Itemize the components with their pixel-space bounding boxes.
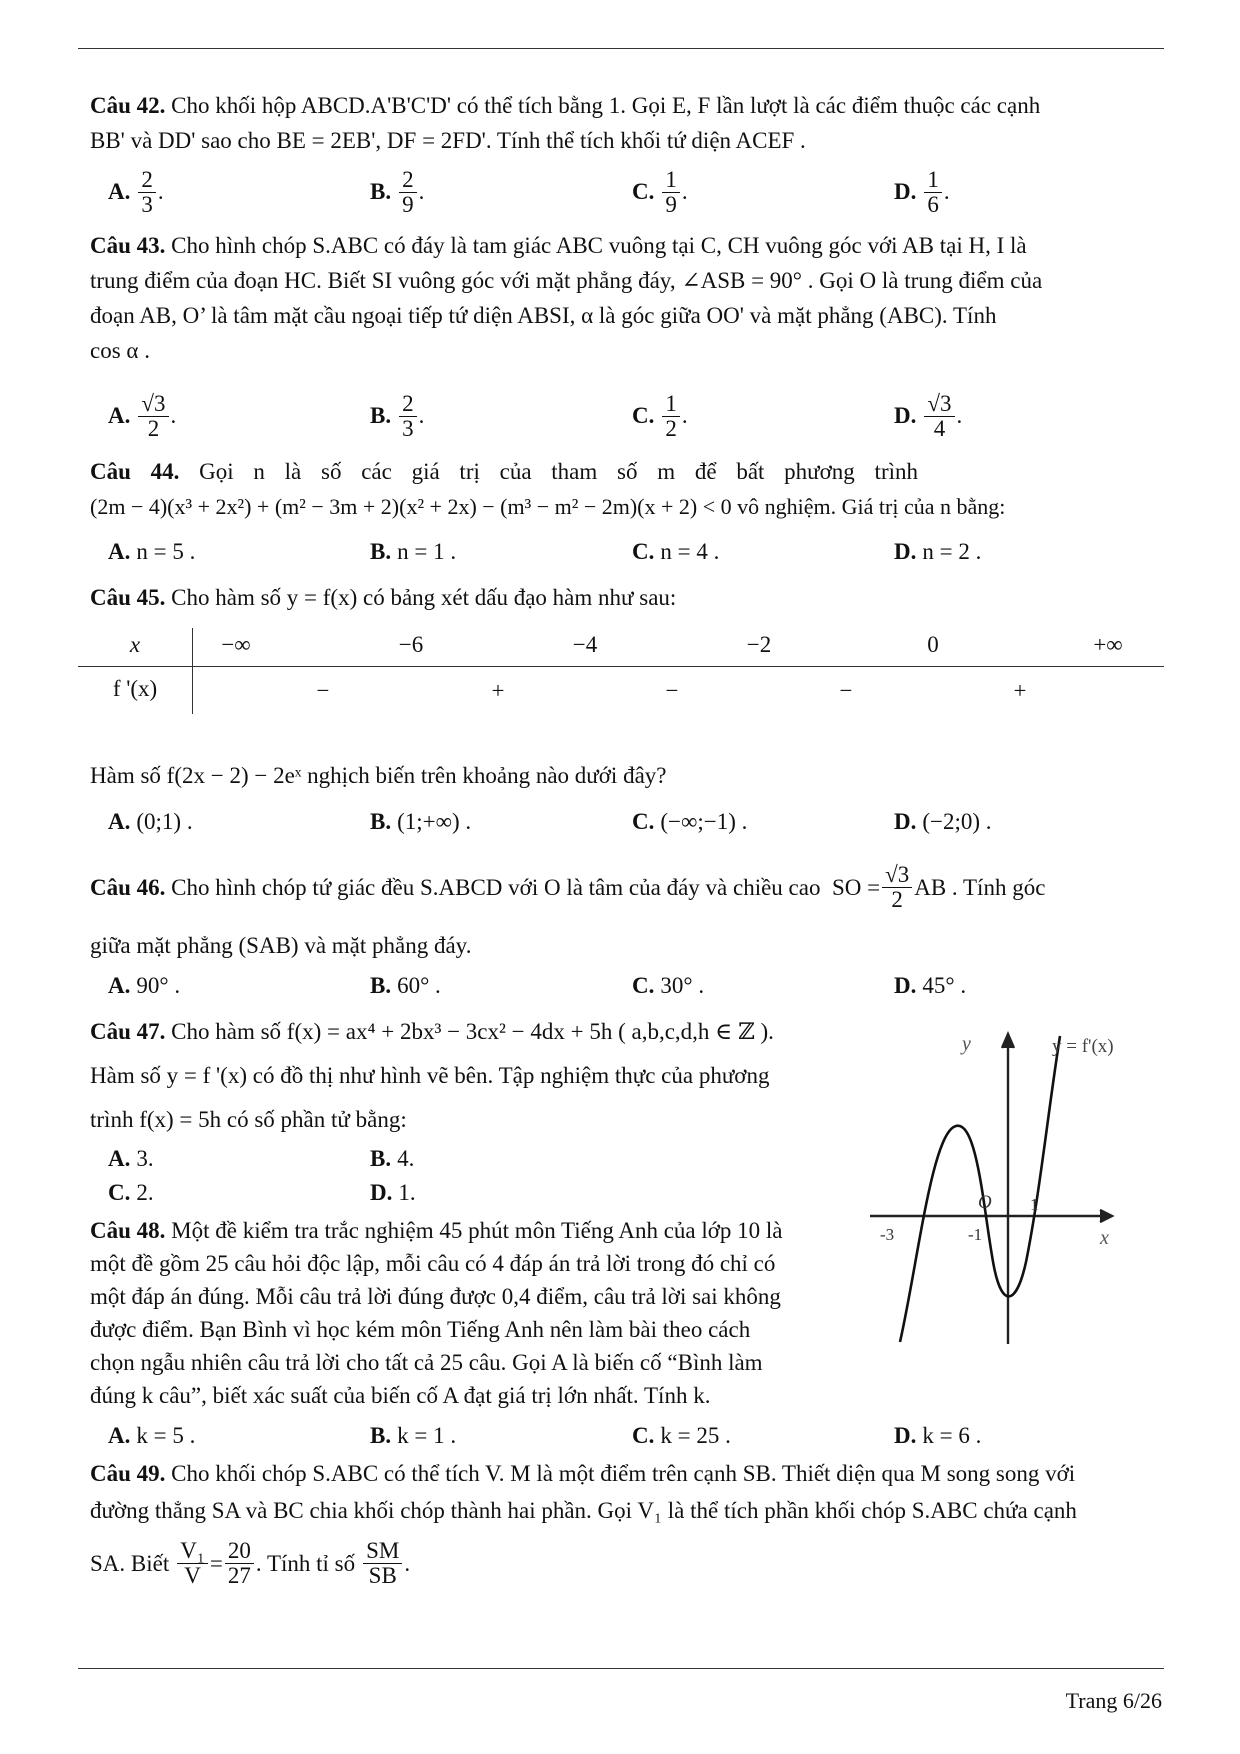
question-label: Câu 46. bbox=[90, 874, 166, 900]
question-45-prompt bbox=[90, 758, 1158, 793]
sign: − bbox=[665, 678, 679, 703]
question-text: một đáp án đúng. Mỗi câu trả lời đúng được 0,4 điểm, câu trả lời sai không bbox=[90, 1284, 781, 1309]
x-axis-label: x bbox=[1100, 1227, 1109, 1249]
question-text: trình f(x) = 5h có số phần tử bằng: bbox=[90, 1107, 407, 1132]
fraction: $\frac{1}{2}$ bbox=[662, 392, 680, 441]
option-b[interactable]: B. $\frac{2}{3}$ . bbox=[370, 390, 425, 441]
option-c[interactable]: C. n = 4 . bbox=[632, 539, 720, 564]
table-divider bbox=[192, 628, 193, 714]
option-d[interactable]: D. $\frac{1}{6}$ . bbox=[894, 166, 950, 217]
option-a[interactable]: A. n = 5 . bbox=[108, 539, 196, 564]
question-text: Một đề kiểm tra trắc nghiệm 45 phút môn Tiếng Anh của lớp 10 là bbox=[165, 1218, 783, 1243]
question-text: AB . Tính góc bbox=[914, 874, 1046, 900]
answer-options bbox=[108, 388, 1108, 444]
question-45 bbox=[90, 580, 1158, 615]
question-text: được điểm. Bạn Bình vì học kém môn Tiếng Anh nên làm bài theo cách bbox=[90, 1317, 751, 1342]
x-value: −6 bbox=[398, 632, 424, 657]
option-c[interactable]: C. k = 25 . bbox=[632, 1423, 731, 1448]
question-label: Câu 49. bbox=[90, 1461, 166, 1486]
option-d[interactable]: D. 1. bbox=[370, 1180, 416, 1205]
question-43 bbox=[90, 228, 1158, 368]
curve bbox=[900, 1036, 1060, 1342]
option-c[interactable]: C. (−∞;−1) . bbox=[632, 809, 748, 834]
bottom-rule bbox=[78, 1668, 1164, 1669]
question-text: một đề gồm 25 câu hỏi độc lập, mỗi câu có 4 đáp án trả lời trong đó chỉ có bbox=[90, 1251, 776, 1276]
option-d[interactable]: D. (−2;0) . bbox=[894, 809, 992, 834]
answer-options bbox=[108, 800, 1108, 844]
fraction: $\frac{√3}{2}$ bbox=[882, 863, 912, 912]
question-text: SA. Biết bbox=[90, 1550, 170, 1576]
question-text: chọn ngẫu nhiên câu trả lời cho tất cả 25 câu. Gọi A là biến cố “Bình làm bbox=[90, 1350, 763, 1375]
option-b[interactable]: B. k = 1 . bbox=[370, 1423, 457, 1448]
axes bbox=[870, 1034, 1112, 1344]
option-c[interactable]: C. 30° . bbox=[632, 973, 705, 998]
x-value: +∞ bbox=[1093, 632, 1123, 657]
option-c[interactable]: C. $\frac{1}{2}$ . bbox=[632, 390, 688, 441]
fraction: $\frac{2}{3}$ bbox=[138, 168, 156, 217]
question-text: giữa mặt phẳng (SAB) và mặt phẳng đáy. bbox=[90, 933, 472, 958]
option-b[interactable]: B. (1;+∞) . bbox=[370, 809, 472, 834]
fraction: $\frac{2}{9}$ bbox=[399, 168, 417, 217]
question-label: Câu 44. bbox=[90, 459, 180, 484]
fraction: $\frac{20}{27}$ bbox=[225, 1539, 254, 1588]
x-value: −2 bbox=[746, 632, 772, 657]
option-c[interactable]: C. $\frac{1}{9}$ . bbox=[632, 166, 688, 217]
fraction: $\frac{1}{9}$ bbox=[662, 168, 680, 217]
question-label: Câu 45. bbox=[90, 585, 166, 610]
top-rule bbox=[78, 48, 1164, 49]
fraction: $\frac{√3}{2}$ bbox=[138, 392, 168, 441]
fraction: $\frac{√3}{4}$ bbox=[924, 392, 954, 441]
option-a[interactable]: A. $\frac{2}{3}$ . bbox=[108, 166, 164, 217]
page-number: Trang 6/26 bbox=[1065, 1688, 1162, 1713]
tick-label: 1 bbox=[1030, 1195, 1039, 1214]
option-b[interactable]: B. 4. bbox=[370, 1146, 415, 1171]
derivative-graph bbox=[860, 1022, 1120, 1352]
question-text: đoạn AB, O’ là tâm mặt cầu ngoại tiếp tứ diện ABSI, α là góc giữa OO' và mặt phẳng (ABC). Tính bbox=[90, 303, 997, 328]
tick-label: -3 bbox=[880, 1225, 895, 1244]
sign-table bbox=[78, 628, 1164, 716]
question-text: Cho khối hộp ABCD.A'B'C'D' có thể tích bằng 1. Gọi E, F lần lượt là các điểm thuộc các cạnh bbox=[165, 93, 1041, 118]
question-text: Hàm số f(2x − 2) − 2eˣ nghịch biến trên khoảng nào dưới đây? bbox=[90, 763, 667, 788]
question-label: Câu 48. bbox=[90, 1218, 166, 1243]
question-label: Câu 47. bbox=[90, 1019, 166, 1044]
question-text: Gọi n là số các giá trị của tham số m để bất phương trình bbox=[179, 459, 918, 484]
question-44 bbox=[90, 454, 1158, 524]
answer-options bbox=[108, 964, 1108, 1008]
question-47 bbox=[90, 1010, 860, 1142]
sign: + bbox=[1013, 678, 1027, 703]
option-b[interactable]: B. n = 1 . bbox=[370, 539, 457, 564]
option-a[interactable]: A. (0;1) . bbox=[108, 809, 193, 834]
fraction: $\frac{1}{6}$ bbox=[924, 168, 942, 217]
fraction: $\frac{SM}{SB}$ bbox=[363, 1539, 402, 1588]
sign: − bbox=[316, 678, 330, 703]
question-label: Câu 42. bbox=[90, 93, 166, 118]
question-text: BB' và DD' sao cho BE = 2EB', DF = 2FD'. Tính thể tích khối tứ diện ACEF . bbox=[90, 128, 806, 153]
question-label: Câu 43. bbox=[90, 233, 166, 258]
table-divider bbox=[78, 666, 1164, 667]
question-text: Cho hình chóp S.ABC có đáy là tam giác ABC vuông tại C, CH vuông góc với AB tại H, I là bbox=[165, 233, 1027, 258]
option-b[interactable]: B. 60° . bbox=[370, 973, 441, 998]
option-d[interactable]: D. 45° . bbox=[894, 973, 967, 998]
option-a[interactable]: A. 3. bbox=[108, 1146, 154, 1171]
answer-options bbox=[108, 164, 1108, 220]
question-text: cos α . bbox=[90, 338, 150, 363]
sign: + bbox=[491, 678, 505, 703]
question-42 bbox=[90, 88, 1158, 158]
answer-options bbox=[108, 1416, 1108, 1456]
question-text: Cho hàm số y = f(x) có bảng xét dấu đạo hàm như sau: bbox=[165, 585, 677, 610]
answer-options bbox=[108, 1142, 708, 1212]
question-text: Cho hình chóp tứ giác đều S.ABCD với O là tâm của đáy và chiều cao SO = bbox=[165, 874, 881, 900]
answer-options bbox=[108, 530, 1108, 574]
fraction: $\frac{2}{3}$ bbox=[399, 392, 417, 441]
option-b[interactable]: B. $\frac{2}{9}$ . bbox=[370, 166, 425, 217]
curve-label: y = f'(x) bbox=[1052, 1036, 1114, 1057]
option-a[interactable]: A. $\frac{√3}{2}$ . bbox=[108, 390, 177, 441]
x-value: −4 bbox=[572, 632, 598, 657]
origin-label: O bbox=[978, 1192, 992, 1213]
question-text: trung điểm của đoạn HC. Biết SI vuông góc với mặt phẳng đáy, ∠ASB = 90° . Gọi O là trung điểm của bbox=[90, 268, 1043, 293]
question-text: đúng k câu”, biết xác suất của biến cố A đạt giá trị lớn nhất. Tính k. bbox=[90, 1383, 711, 1408]
question-49: Câu 49. Cho khối chóp S.ABC có thể tích V. M là một điểm trên cạnh SB. Thiết diện qua M song song với đường thẳng SA và BC chia khối chóp thành hai phần. Gọi V₁ là thể tích phần khối chóp S.ABC chứa cạnh SA. Biết $\frac{\text{V₁}}{V}$ = $\frac{20}{27}$ . Tính tỉ số $\frac{SM}{SB}$ . bbox=[90, 1456, 1158, 1594]
question-text: Cho khối chóp S.ABC có thể tích V. M là một điểm trên cạnh SB. Thiết diện qua M song song với bbox=[165, 1461, 1076, 1486]
table-row-label: x bbox=[129, 632, 141, 657]
option-a[interactable]: A. k = 5 . bbox=[108, 1423, 196, 1448]
option-d[interactable]: D. k = 6 . bbox=[894, 1423, 982, 1448]
question-text: (2m − 4)(x³ + 2x²) + (m² − 3m + 2)(x² + 2x) − (m³ − m² − 2m)(x + 2) < 0 vô nghiệm. Giá trị của n bằng: bbox=[90, 494, 1006, 519]
x-value: −∞ bbox=[221, 632, 251, 657]
table-row-label: f '(x) bbox=[112, 676, 158, 701]
question-48 bbox=[90, 1214, 860, 1412]
sign: − bbox=[839, 678, 853, 703]
question-text: Hàm số y = f '(x) có đồ thị như hình vẽ bên. Tập nghiệm thực của phương bbox=[90, 1063, 770, 1088]
option-d[interactable]: D. n = 2 . bbox=[894, 539, 982, 564]
x-value: 0 bbox=[927, 632, 939, 657]
option-c[interactable]: C. 2. bbox=[108, 1180, 154, 1205]
fraction: $\frac{\text{V₁}}{V}$ bbox=[177, 1539, 208, 1588]
question-46 bbox=[90, 858, 1158, 963]
question-text: đường thẳng SA và BC chia khối chóp thành hai phần. Gọi V₁ là thể tích phần khối chóp S.ABC chứa cạnh bbox=[90, 1498, 1077, 1523]
option-d[interactable]: D. $\frac{√3}{4}$ . bbox=[894, 390, 963, 441]
y-axis-label: y bbox=[962, 1033, 971, 1055]
tick-label: -1 bbox=[968, 1225, 983, 1244]
question-text: Cho hàm số f(x) = ax⁴ + 2bx³ − 3cx² − 4dx + 5h ( a,b,c,d,h ∈ ℤ ). bbox=[165, 1019, 774, 1044]
option-a[interactable]: A. 90° . bbox=[108, 973, 181, 998]
question-text: . Tính tỉ số bbox=[255, 1550, 356, 1576]
